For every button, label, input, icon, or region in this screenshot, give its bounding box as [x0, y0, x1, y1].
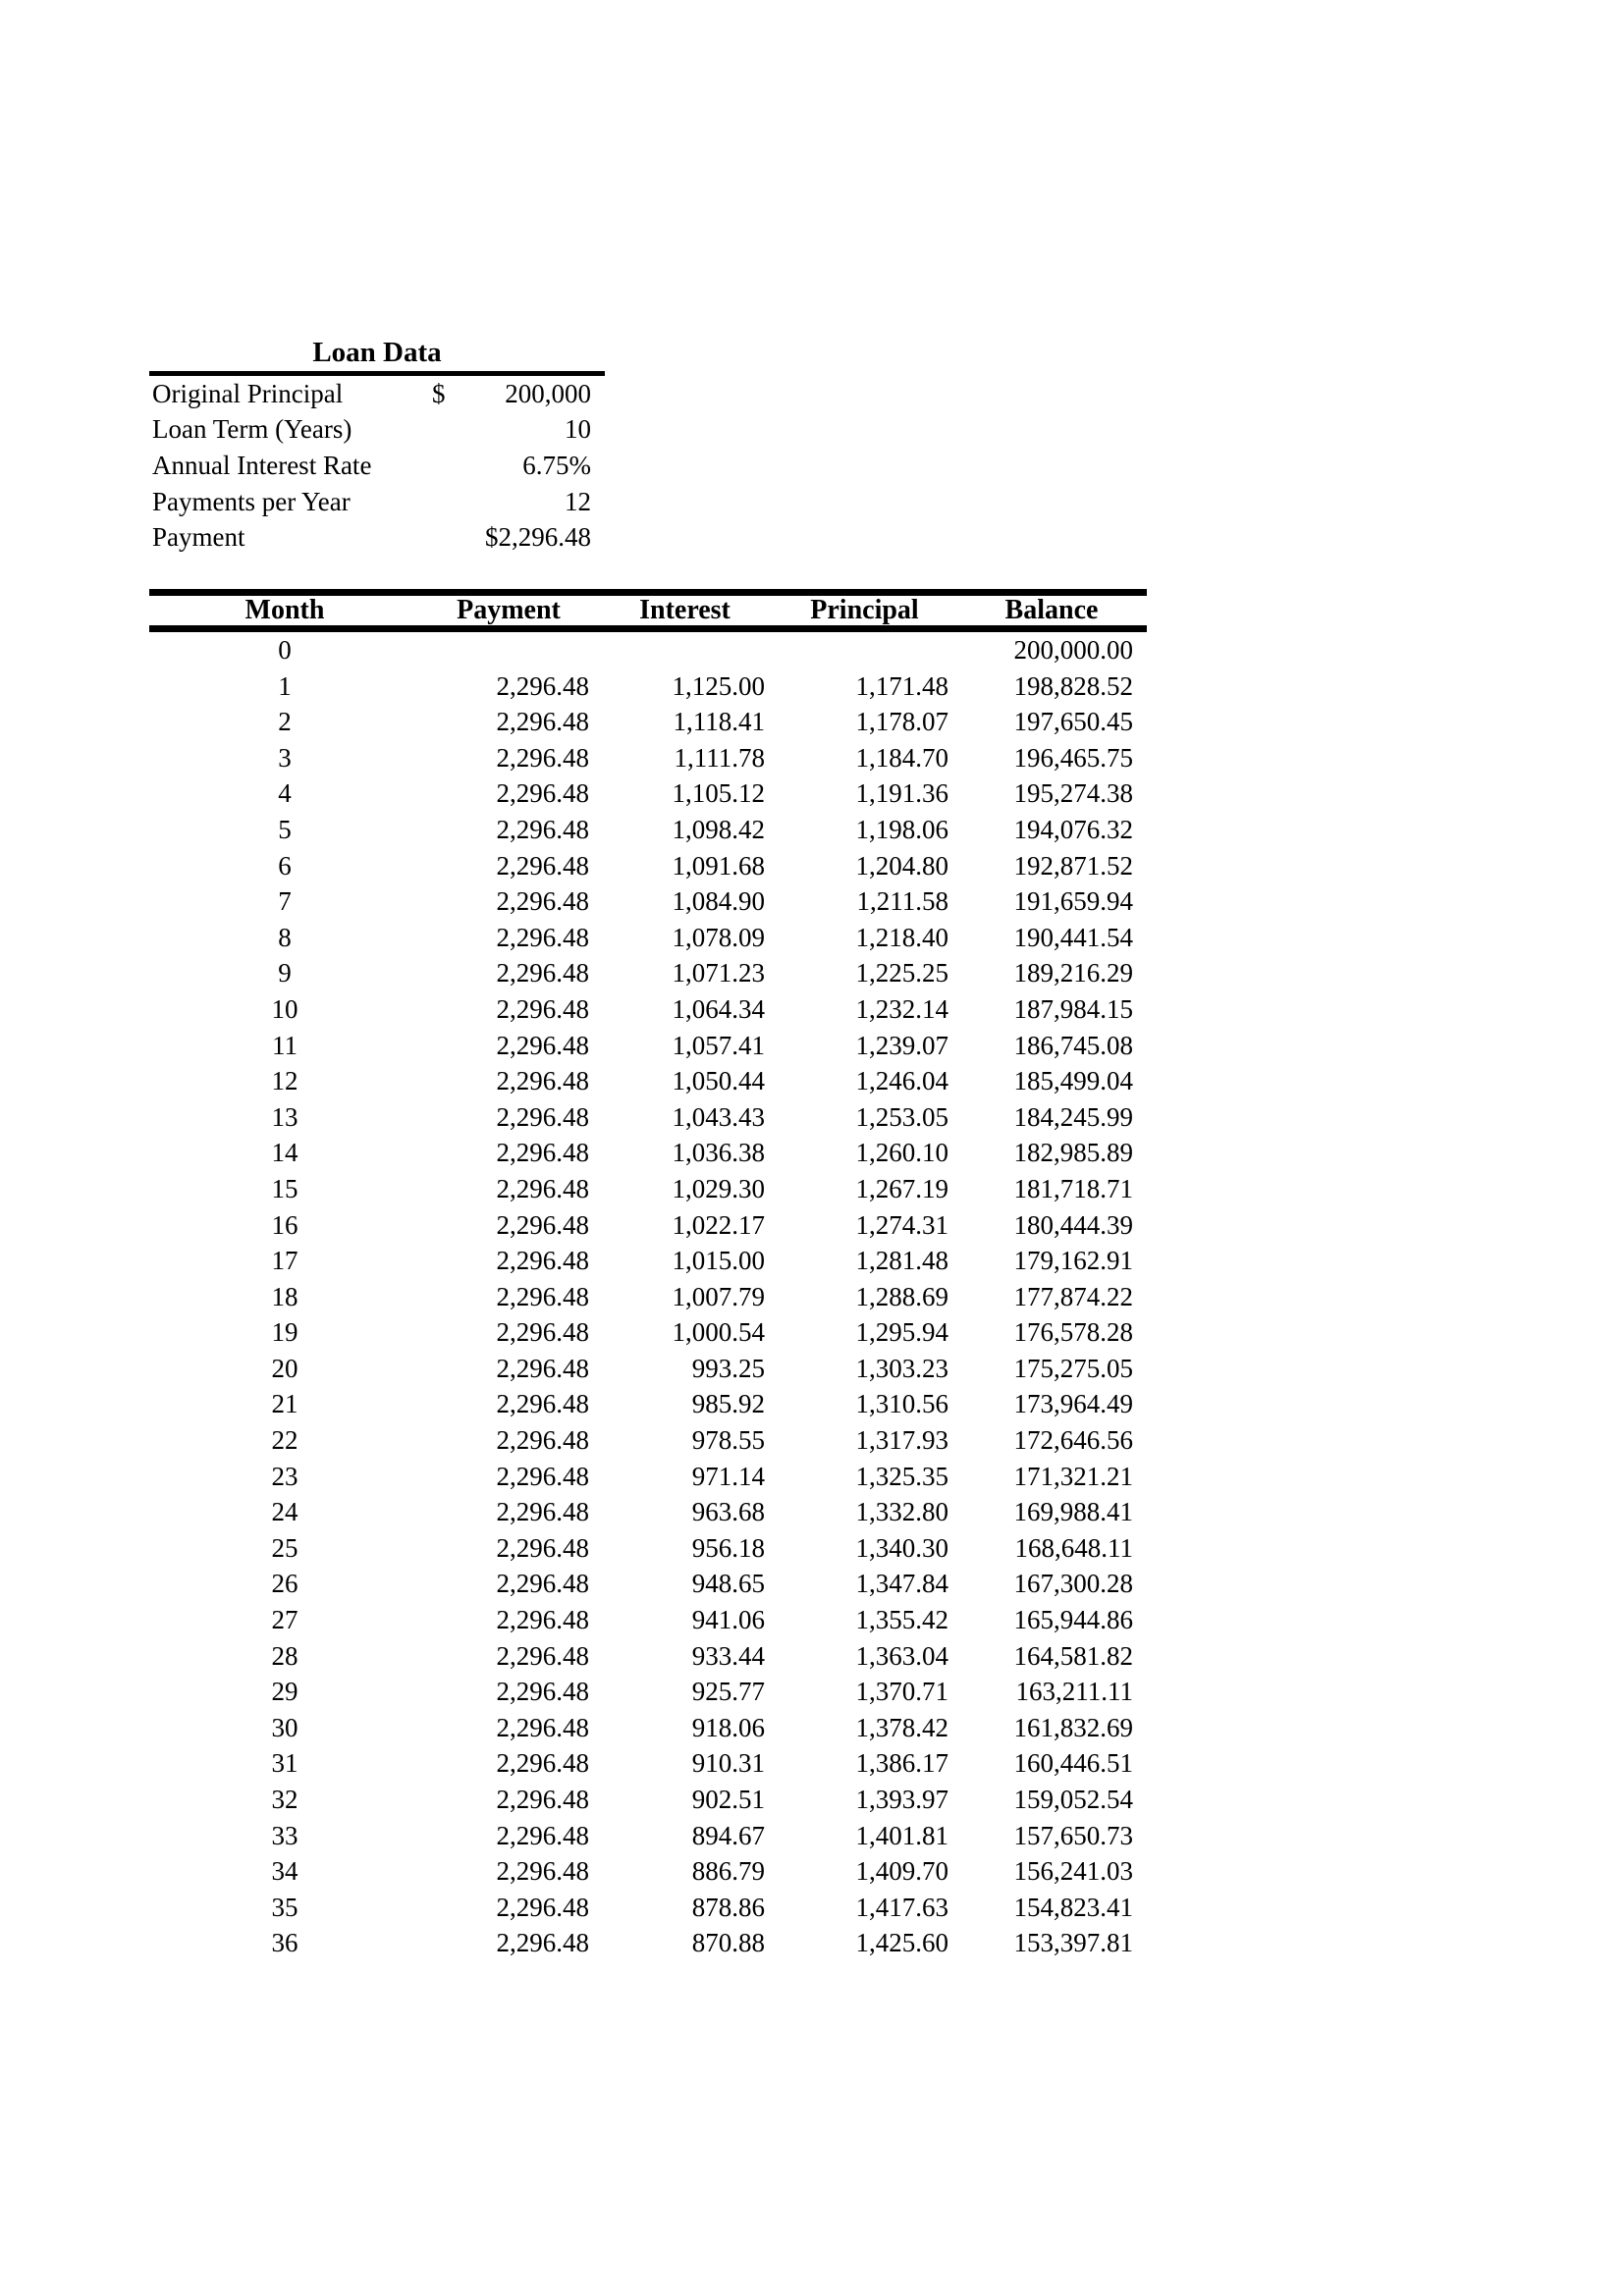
loan-data-row — [149, 484, 605, 520]
table-row — [149, 1745, 1147, 1782]
cell-principal: 1,303.23 — [855, 1353, 948, 1383]
loan-label: Loan Term (Years) — [152, 414, 352, 445]
cell-principal: 1,332.80 — [855, 1497, 948, 1527]
cell-month: 30 — [271, 1712, 298, 1742]
cell-payment: 2,296.48 — [496, 1532, 589, 1563]
cell-month: 36 — [271, 1928, 298, 1958]
cell-interest: 963.68 — [691, 1497, 765, 1527]
cell-principal: 1,260.10 — [855, 1138, 948, 1168]
cell-principal: 1,178.07 — [855, 707, 948, 737]
cell-interest: 1,098.42 — [672, 814, 765, 844]
cell-balance: 154,823.41 — [1013, 1892, 1133, 1922]
cell-month: 18 — [271, 1281, 298, 1311]
cell-payment: 2,296.48 — [496, 850, 589, 881]
column-header-month: Month — [149, 593, 420, 629]
cell-balance: 200,000.00 — [1013, 635, 1133, 665]
cell-principal: 1,425.60 — [855, 1928, 948, 1958]
cell-payment — [420, 629, 597, 668]
cell-payment: 2,296.48 — [496, 1389, 589, 1419]
cell-payment: 2,296.48 — [496, 1640, 589, 1671]
cell-interest: 902.51 — [691, 1785, 765, 1814]
column-header-payment: Payment — [420, 593, 597, 629]
loan-data-title: Loan Data — [312, 337, 442, 368]
table-row — [149, 1171, 1147, 1207]
cell-interest: 910.31 — [691, 1748, 765, 1779]
cell-principal: 1,317.93 — [855, 1425, 948, 1456]
cell-principal: 1,211.58 — [856, 886, 948, 917]
column-header-balance: Balance — [956, 593, 1147, 629]
cell-principal: 1,295.94 — [855, 1317, 948, 1348]
column-header-interest: Interest — [597, 593, 773, 629]
table-row — [149, 1386, 1147, 1422]
cell-balance: 180,444.39 — [1013, 1209, 1133, 1240]
cell-balance: 167,300.28 — [1013, 1569, 1133, 1599]
cell-payment: 2,296.48 — [496, 1101, 589, 1132]
cell-month: 31 — [271, 1748, 298, 1779]
table-row — [149, 740, 1147, 776]
cell-balance: 165,944.86 — [1013, 1605, 1133, 1635]
cell-month: 23 — [271, 1461, 298, 1491]
cell-balance: 153,397.81 — [1013, 1928, 1133, 1958]
cell-interest: 1,029.30 — [672, 1173, 765, 1203]
cell-interest: 1,057.41 — [672, 1030, 765, 1060]
cell-balance: 181,718.71 — [1013, 1173, 1133, 1203]
cell-principal: 1,310.56 — [855, 1389, 948, 1419]
cell-interest: 1,105.12 — [672, 778, 765, 809]
cell-balance: 182,985.89 — [1013, 1138, 1133, 1168]
cell-balance: 197,650.45 — [1013, 707, 1133, 737]
cell-month: 8 — [278, 922, 292, 952]
cell-interest: 918.06 — [691, 1712, 765, 1742]
cell-payment: 2,296.48 — [496, 1497, 589, 1527]
cell-balance: 168,648.11 — [1014, 1532, 1133, 1563]
cell-principal: 1,198.06 — [855, 814, 948, 844]
table-row — [149, 883, 1147, 920]
cell-payment: 2,296.48 — [496, 1425, 589, 1456]
cell-principal: 1,184.70 — [855, 742, 948, 773]
cell-payment: 2,296.48 — [496, 1856, 589, 1887]
loan-data-row — [149, 412, 605, 449]
table-row — [149, 1314, 1147, 1351]
cell-month: 22 — [271, 1425, 298, 1456]
cell-month: 15 — [271, 1173, 298, 1203]
cell-month: 4 — [278, 778, 292, 809]
cell-month: 11 — [272, 1030, 298, 1060]
cell-principal: 1,340.30 — [855, 1532, 948, 1563]
table-row — [149, 955, 1147, 991]
cell-payment: 2,296.48 — [496, 1066, 589, 1096]
cell-payment: 2,296.48 — [496, 1281, 589, 1311]
cell-month: 35 — [271, 1892, 298, 1922]
cell-balance: 189,216.29 — [1013, 958, 1133, 988]
cell-month: 0 — [278, 635, 292, 665]
cell-principal: 1,363.04 — [855, 1640, 948, 1671]
cell-month: 9 — [278, 958, 292, 988]
cell-interest: 886.79 — [691, 1856, 765, 1887]
cell-principal: 1,281.48 — [855, 1246, 948, 1276]
cell-month: 34 — [271, 1856, 298, 1887]
table-row — [149, 812, 1147, 848]
cell-interest: 971.14 — [691, 1461, 765, 1491]
loan-value: 200,000 — [505, 378, 591, 408]
cell-month: 16 — [271, 1209, 298, 1240]
cell-payment: 2,296.48 — [496, 993, 589, 1024]
cell-balance: 196,465.75 — [1013, 742, 1133, 773]
table-row — [149, 920, 1147, 956]
cell-interest: 870.88 — [691, 1928, 765, 1958]
cell-principal: 1,378.42 — [855, 1712, 948, 1742]
cell-balance: 156,241.03 — [1013, 1856, 1133, 1887]
cell-principal: 1,417.63 — [855, 1892, 948, 1922]
cell-principal: 1,225.25 — [855, 958, 948, 988]
cell-balance: 187,984.15 — [1013, 993, 1133, 1024]
cell-payment: 2,296.48 — [496, 1820, 589, 1850]
loan-data-panel — [149, 335, 605, 556]
cell-balance: 169,988.41 — [1013, 1497, 1133, 1527]
cell-balance: 161,832.69 — [1013, 1712, 1133, 1742]
cell-month: 32 — [271, 1785, 298, 1814]
cell-payment: 2,296.48 — [496, 742, 589, 773]
cell-principal: 1,191.36 — [855, 778, 948, 809]
cell-balance: 177,874.22 — [1013, 1281, 1133, 1311]
cell-month: 33 — [271, 1820, 298, 1850]
cell-principal: 1,409.70 — [855, 1856, 948, 1887]
cell-month: 1 — [278, 670, 292, 701]
table-row — [149, 1494, 1147, 1530]
cell-principal: 1,401.81 — [855, 1820, 948, 1850]
cell-payment: 2,296.48 — [496, 1677, 589, 1707]
loan-value: 6.75% — [522, 450, 591, 480]
cell-payment: 2,296.48 — [496, 1712, 589, 1742]
loan-label: Payment — [152, 522, 245, 553]
cell-payment: 2,296.48 — [496, 707, 589, 737]
cell-interest: 1,084.90 — [672, 886, 765, 917]
loan-label: Original Principal — [152, 378, 344, 408]
loan-value: $2,296.48 — [485, 522, 591, 553]
table-row — [149, 1135, 1147, 1171]
cell-payment: 2,296.48 — [496, 1928, 589, 1958]
cell-month: 3 — [278, 742, 292, 773]
currency-symbol: $ — [432, 378, 446, 408]
cell-balance: 191,659.94 — [1013, 886, 1133, 917]
cell-balance: 157,650.73 — [1013, 1820, 1133, 1850]
cell-month: 26 — [271, 1569, 298, 1599]
cell-month: 27 — [271, 1605, 298, 1635]
loan-data-row — [149, 376, 605, 412]
table-row — [149, 704, 1147, 740]
column-header-principal: Principal — [773, 593, 956, 629]
table-row — [149, 668, 1147, 705]
cell-interest: 1,064.34 — [672, 993, 765, 1024]
loan-label: Payments per Year — [152, 486, 351, 516]
cell-payment: 2,296.48 — [496, 886, 589, 917]
cell-interest: 948.65 — [691, 1569, 765, 1599]
schedule-body — [149, 629, 1147, 1961]
table-header — [149, 593, 1147, 629]
cell-month: 19 — [271, 1317, 298, 1348]
cell-interest: 894.67 — [691, 1820, 765, 1850]
cell-balance: 179,162.91 — [1013, 1246, 1133, 1276]
table-row — [149, 1459, 1147, 1495]
cell-payment: 2,296.48 — [496, 1892, 589, 1922]
cell-interest: 1,036.38 — [672, 1138, 765, 1168]
cell-interest: 1,007.79 — [672, 1281, 765, 1311]
cell-month: 7 — [278, 886, 292, 917]
table-row — [149, 1422, 1147, 1459]
cell-principal: 1,204.80 — [855, 850, 948, 881]
cell-month: 29 — [271, 1677, 298, 1707]
cell-payment: 2,296.48 — [496, 1461, 589, 1491]
table-row — [149, 1099, 1147, 1136]
table-row — [149, 629, 1147, 668]
cell-payment: 2,296.48 — [496, 958, 589, 988]
cell-month: 13 — [271, 1101, 298, 1132]
cell-balance: 184,245.99 — [1013, 1101, 1133, 1132]
table-row — [149, 1063, 1147, 1099]
cell-interest: 956.18 — [691, 1532, 765, 1563]
cell-balance: 192,871.52 — [1013, 850, 1133, 881]
table-row — [149, 775, 1147, 812]
cell-payment: 2,296.48 — [496, 1569, 589, 1599]
table-row — [149, 1602, 1147, 1638]
cell-principal: 1,171.48 — [855, 670, 948, 701]
cell-balance: 163,211.11 — [1015, 1677, 1133, 1707]
table-row — [149, 848, 1147, 884]
cell-principal: 1,386.17 — [855, 1748, 948, 1779]
cell-payment: 2,296.48 — [496, 814, 589, 844]
cell-balance: 173,964.49 — [1013, 1389, 1133, 1419]
cell-principal: 1,325.35 — [855, 1461, 948, 1491]
cell-balance: 172,646.56 — [1013, 1425, 1133, 1456]
cell-payment: 2,296.48 — [496, 1605, 589, 1635]
cell-payment: 2,296.48 — [496, 778, 589, 809]
cell-balance: 190,441.54 — [1013, 922, 1133, 952]
table-row — [149, 1853, 1147, 1890]
cell-month: 2 — [278, 707, 292, 737]
cell-interest: 1,118.41 — [673, 707, 765, 737]
cell-balance: 198,828.52 — [1013, 670, 1133, 701]
loan-data-row — [149, 519, 605, 556]
cell-balance: 171,321.21 — [1013, 1461, 1133, 1491]
cell-interest: 1,078.09 — [672, 922, 765, 952]
cell-principal: 1,253.05 — [855, 1101, 948, 1132]
cell-month: 14 — [271, 1138, 298, 1168]
cell-principal: 1,239.07 — [855, 1030, 948, 1060]
loan-label: Annual Interest Rate — [152, 450, 372, 480]
cell-payment: 2,296.48 — [496, 1246, 589, 1276]
cell-interest: 925.77 — [691, 1677, 765, 1707]
cell-payment: 2,296.48 — [496, 1785, 589, 1814]
table-row — [149, 1818, 1147, 1854]
cell-month: 28 — [271, 1640, 298, 1671]
cell-interest: 1,071.23 — [672, 958, 765, 988]
cell-payment: 2,296.48 — [496, 1317, 589, 1348]
cell-interest: 933.44 — [691, 1640, 765, 1671]
cell-month: 24 — [271, 1497, 298, 1527]
cell-principal: 1,370.71 — [855, 1677, 948, 1707]
cell-payment: 2,296.48 — [496, 1138, 589, 1168]
cell-balance: 175,275.05 — [1013, 1353, 1133, 1383]
cell-interest: 1,000.54 — [672, 1317, 765, 1348]
cell-interest: 878.86 — [691, 1892, 765, 1922]
cell-interest: 993.25 — [691, 1353, 765, 1383]
cell-payment: 2,296.48 — [496, 1353, 589, 1383]
cell-balance: 164,581.82 — [1013, 1640, 1133, 1671]
cell-principal: 1,288.69 — [855, 1281, 948, 1311]
loan-value: 10 — [565, 414, 591, 445]
cell-principal — [773, 629, 956, 668]
cell-interest: 985.92 — [691, 1389, 765, 1419]
cell-principal: 1,355.42 — [855, 1605, 948, 1635]
cell-balance: 176,578.28 — [1013, 1317, 1133, 1348]
table-row — [149, 1638, 1147, 1675]
cell-principal: 1,274.31 — [855, 1209, 948, 1240]
cell-month: 17 — [271, 1246, 298, 1276]
cell-month: 5 — [278, 814, 292, 844]
table-row — [149, 1207, 1147, 1244]
cell-interest: 1,050.44 — [672, 1066, 765, 1096]
cell-principal: 1,393.97 — [855, 1785, 948, 1814]
table-row — [149, 991, 1147, 1028]
cell-interest — [597, 629, 773, 668]
cell-month: 21 — [271, 1389, 298, 1419]
cell-interest: 941.06 — [691, 1605, 765, 1635]
cell-month: 25 — [271, 1532, 298, 1563]
cell-interest: 1,111.78 — [674, 742, 765, 773]
cell-balance: 160,446.51 — [1013, 1748, 1133, 1779]
table-row — [149, 1530, 1147, 1567]
table-row — [149, 1351, 1147, 1387]
cell-month: 6 — [278, 850, 292, 881]
cell-payment: 2,296.48 — [496, 1209, 589, 1240]
cell-interest: 978.55 — [691, 1425, 765, 1456]
loan-value: 12 — [565, 486, 591, 516]
cell-balance: 195,274.38 — [1013, 778, 1133, 809]
cell-interest: 1,043.43 — [672, 1101, 765, 1132]
cell-principal: 1,347.84 — [855, 1569, 948, 1599]
table-row — [149, 1890, 1147, 1926]
cell-principal: 1,246.04 — [855, 1066, 948, 1096]
cell-interest: 1,125.00 — [672, 670, 765, 701]
cell-month: 20 — [271, 1353, 298, 1383]
cell-interest: 1,091.68 — [672, 850, 765, 881]
cell-month: 12 — [271, 1066, 298, 1096]
cell-payment: 2,296.48 — [496, 1173, 589, 1203]
table-row — [149, 1782, 1147, 1818]
cell-principal: 1,267.19 — [855, 1173, 948, 1203]
cell-balance: 159,052.54 — [1013, 1785, 1133, 1814]
amortization-table — [149, 589, 1147, 1961]
cell-interest: 1,015.00 — [672, 1246, 765, 1276]
cell-interest: 1,022.17 — [672, 1209, 765, 1240]
cell-balance: 185,499.04 — [1013, 1066, 1133, 1096]
loan-data-row — [149, 448, 605, 484]
cell-balance: 194,076.32 — [1013, 814, 1133, 844]
cell-payment: 2,296.48 — [496, 1030, 589, 1060]
table-row — [149, 1710, 1147, 1746]
table-row — [149, 1566, 1147, 1602]
cell-month: 10 — [271, 993, 298, 1024]
table-row — [149, 1243, 1147, 1279]
cell-payment: 2,296.48 — [496, 922, 589, 952]
table-row — [149, 1279, 1147, 1315]
cell-principal: 1,232.14 — [855, 993, 948, 1024]
cell-principal: 1,218.40 — [855, 922, 948, 952]
table-row — [149, 1925, 1147, 1961]
cell-balance: 186,745.08 — [1013, 1030, 1133, 1060]
header-row — [149, 593, 1147, 629]
cell-payment: 2,296.48 — [496, 670, 589, 701]
table-row — [149, 1028, 1147, 1064]
table-row — [149, 1674, 1147, 1710]
cell-payment: 2,296.48 — [496, 1748, 589, 1779]
